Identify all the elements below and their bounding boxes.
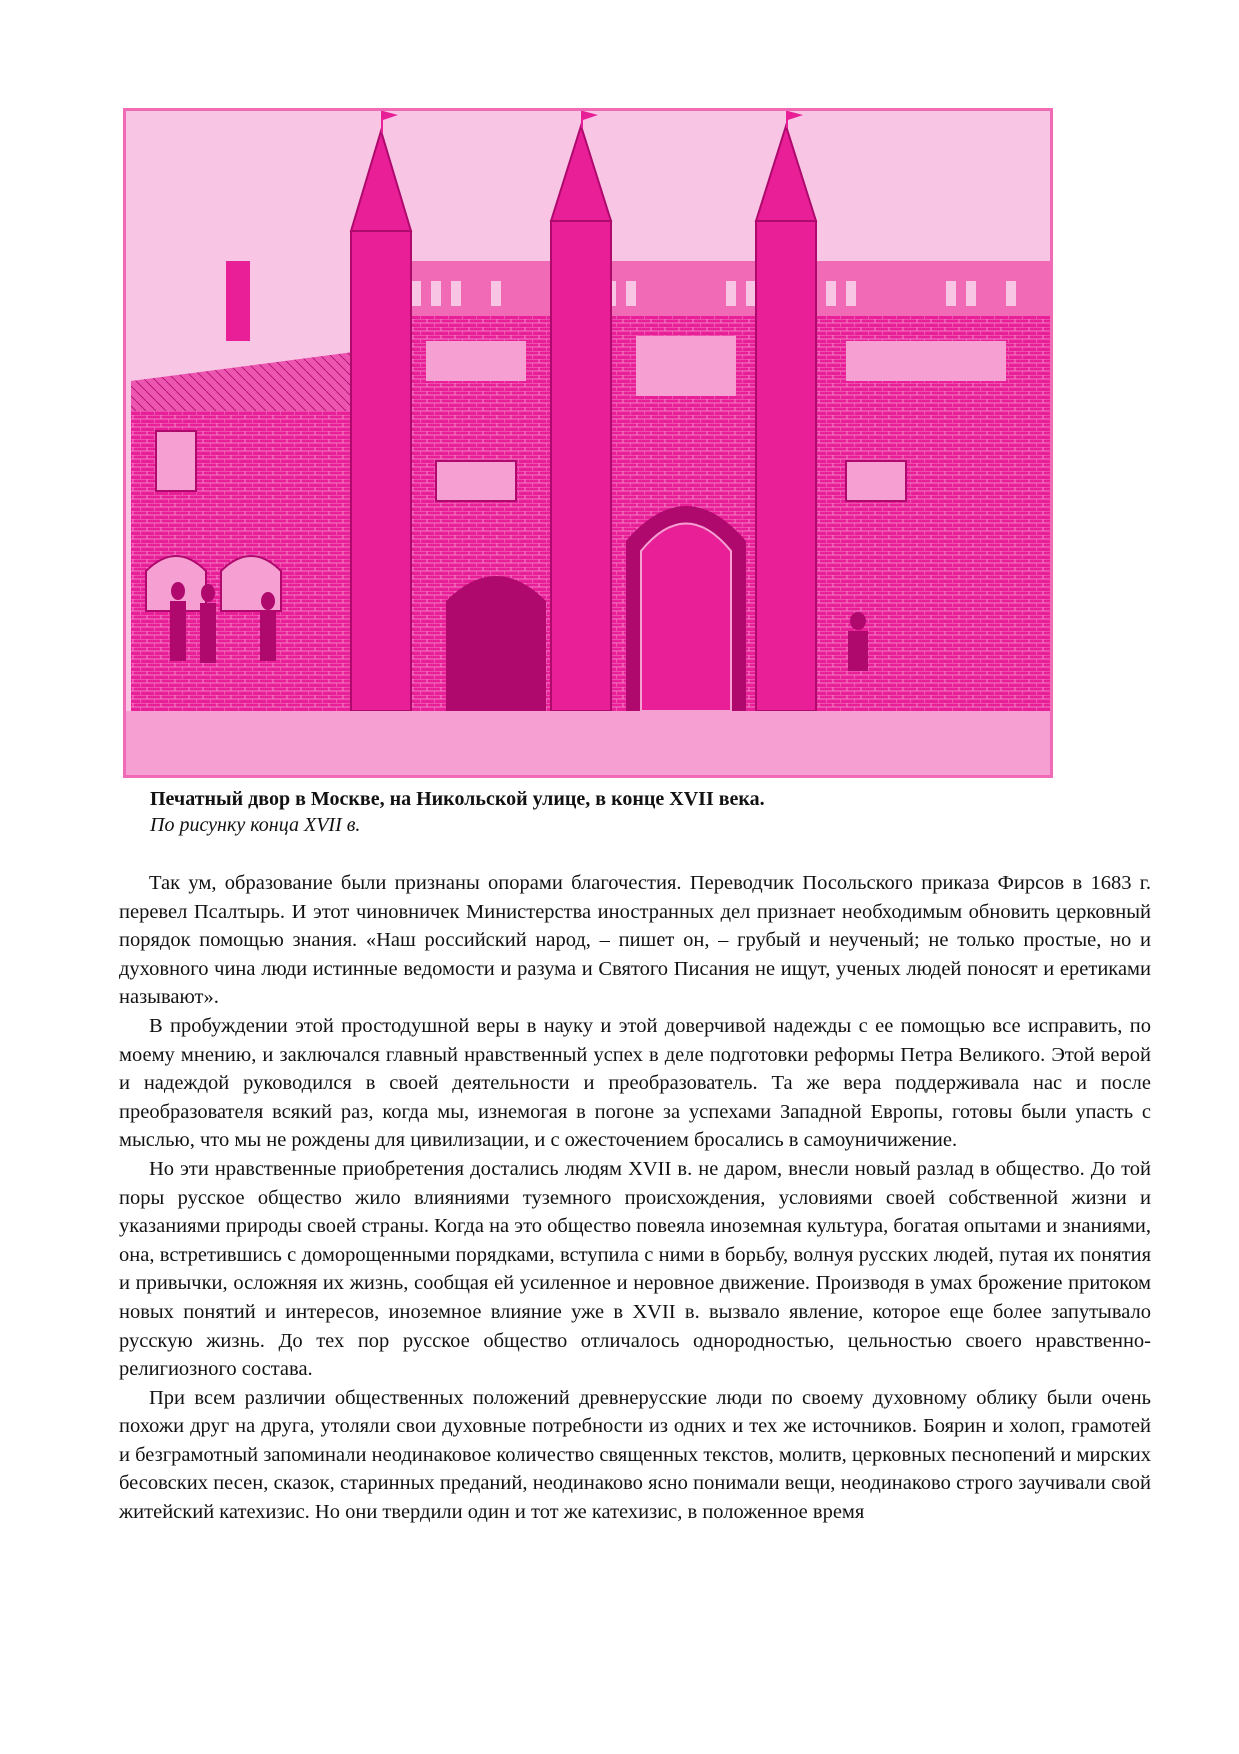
- paragraph: В пробуждении этой простодушной веры в науку и этой доверчивой надежды с ее помощью все исправить, по моему мнению, и заключался главный нравственный успех в деле подготовки реформы Петра Великого. Этой верой и надеждой руководился в своей деятельности и преобразователь. Та же вера поддерживала нас и после преобразователя всякий раз, когда мы, изнемогая в погоне за успехами Западной Европы, готовы были упасть с мыслью, что мы не рождены для цивилизации, и с ожесточением бросались в самоуничижение.: [119, 1014, 1151, 1152]
- paragraph: При всем различии общественных положений древнерусские люди по своему духовному облику были очень похожи друг на друга, утоляли свои духовные потребности из одних и тех же источников. Боярин и холоп, грамотей и безграмотный запоминали неодинаковое количество священных текстов, молитв, церковных песнопений и мирских бесовских песен, сказок, старинных преданий, неодинаково ясно понимали вещи, неодинаково строго заучивали свой житейский катехизис. Но они твердили один и тот же катехизис, в положенное время: [119, 1386, 1151, 1524]
- engraving-drawing: [126, 111, 1050, 775]
- engraving-printing-yard: [123, 108, 1053, 778]
- paragraph: Так ум, образование были признаны опорами благочестия. Переводчик Посольского приказа Фирсов в 1683 г. перевел Псалтырь. И этот чиновничек Министерства иностранных дел признает необходимым обновить церковный порядок помощью знания. «Наш российский народ, – пишет он, – грубый и неученый; не только простые, но и духовного чина люди истинные ведомости и разума и Святого Писания не ищут, ученых людей поносят и еретиками называют».: [119, 872, 1151, 1009]
- figure-caption: [150, 786, 1100, 838]
- caption-source: По рисунку конца XVII в.: [150, 814, 361, 836]
- paragraph: Но эти нравственные приобретения достались людям XVII в. не даром, внесли новый разлад в общество. До той поры русское общество жило влияниями туземного происхождения, условиями своей собственной жизни и указаниями природы своей страны. Когда на это общество повеяла иноземная культура, богатая опытами и знаниями, она, встретившись с доморощенными порядками, вступила с ними в борьбу, волнуя русских людей, путая их понятия и привычки, осложняя их жизнь, сообщая ей усиленное и неровное движение. Производя в умах брожение притоком новых понятий и интересов, иноземное влияние уже в XVII в. вызвало явление, которое еще более запутывало русскую жизнь. До тех пор русское общество отличалось однородностью, цельностью своего нравственно-религиозного состава.: [119, 1157, 1151, 1381]
- caption-title: Печатный двор в Москве, на Никольской улице, в конце XVII века.: [150, 788, 765, 810]
- body-text: [119, 869, 1151, 1527]
